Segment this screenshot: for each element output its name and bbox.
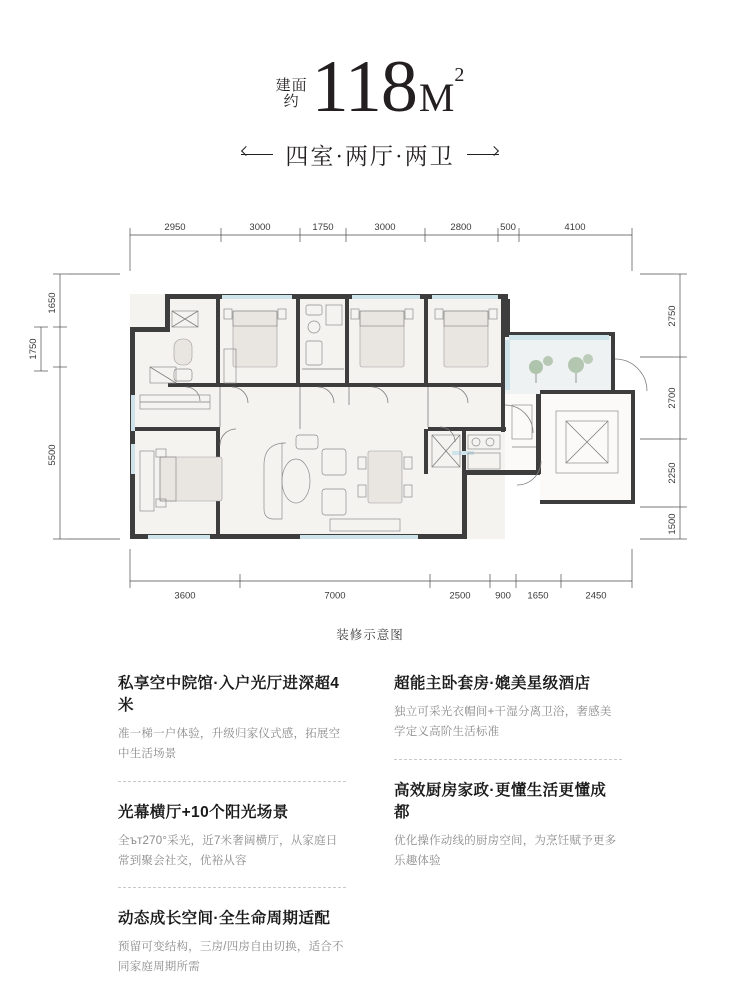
feature-item (118, 653, 346, 781)
plan-caption: 装修示意图 (336, 628, 404, 643)
feature-title: 动态成长空间·全生命周期适配 (118, 909, 331, 927)
area-unit (418, 63, 465, 121)
dim-top-6: 4100 (564, 222, 586, 234)
dim-top-4: 2800 (450, 222, 472, 234)
dim-bottom-3: 900 (495, 590, 511, 602)
dim-right-2: 2250 (667, 462, 678, 484)
dimension-col-left (28, 274, 120, 539)
dim-right-1: 2700 (667, 387, 678, 409)
floor-plan (0, 199, 740, 643)
dim-bottom-0: 3600 (174, 590, 196, 602)
dim-top-1: 3000 (249, 222, 271, 234)
dim-bottom-1: 7000 (324, 590, 346, 602)
dim-left-1: 1750 (28, 338, 39, 360)
features-column-left (118, 653, 370, 993)
dimension-col-right (640, 274, 687, 539)
feature-description: 预留可变结构，三房/四房自由切换，适合不同家庭周期所需 (118, 940, 344, 973)
title-prefix-line1: 建面 (275, 77, 308, 94)
floor-plan-drawing (0, 199, 740, 619)
subtitle-rule-left (241, 154, 273, 155)
page-header (0, 0, 740, 171)
area-number: 118 (311, 46, 417, 128)
feature-description: 全ът270°采光，近7米奢阔横厅，从家庭日常到聚会社交，优裕从容 (118, 834, 338, 867)
area-unit-superscript: 2 (454, 63, 465, 86)
feature-description: 优化操作动线的厨房空间，为烹饪赋予更多乐趣体验 (394, 834, 617, 867)
dim-top-5: 500 (500, 222, 516, 234)
area-unit-letter: M (418, 75, 455, 121)
feature-item (118, 888, 346, 993)
dim-left-0: 1650 (47, 292, 58, 314)
feature-description: 准一梯一户体验，升级归家仪式感，拓展空中生活场景 (118, 728, 341, 761)
feature-title: 私享空中院馆·入户光厅进深超4米 (118, 675, 340, 715)
window-glazing (222, 295, 292, 299)
dim-top-2: 1750 (312, 222, 334, 234)
dim-right-0: 2750 (667, 305, 678, 327)
dim-right-3: 1500 (667, 513, 678, 535)
feature-title: 超能主卧套房·媲美星级酒店 (394, 675, 591, 693)
subtitle-row (0, 138, 740, 171)
dim-left-2: 5500 (47, 444, 58, 466)
subtitle-rule-right (467, 154, 499, 155)
unit-plan-body (130, 294, 647, 539)
feature-item (118, 782, 346, 888)
features-column-right (370, 653, 622, 993)
feature-title: 高效厨房家政·更懂生活更懂成都 (394, 781, 607, 821)
dimension-row-bottom (130, 549, 632, 601)
feature-item (394, 653, 622, 759)
title-prefix (276, 79, 308, 111)
dim-bottom-4: 1650 (527, 590, 549, 602)
subtitle-text: 四室·两厅·两卫 (285, 144, 455, 170)
dim-bottom-5: 2450 (585, 590, 607, 602)
feature-description: 独立可采光衣帽间+干湿分离卫浴，奢感美学定义高阶生活标准 (394, 706, 612, 739)
dim-bottom-2: 2500 (449, 590, 471, 602)
feature-title: 光幕横厅+10个阳光场景 (118, 803, 289, 821)
features-section (0, 653, 740, 993)
dimension-row-top (130, 222, 632, 271)
title-prefix-line2: 约 (283, 93, 300, 110)
dim-top-3: 3000 (374, 222, 396, 234)
title-row (0, 46, 740, 128)
feature-item (394, 760, 622, 887)
dim-top-0: 2950 (164, 222, 186, 234)
